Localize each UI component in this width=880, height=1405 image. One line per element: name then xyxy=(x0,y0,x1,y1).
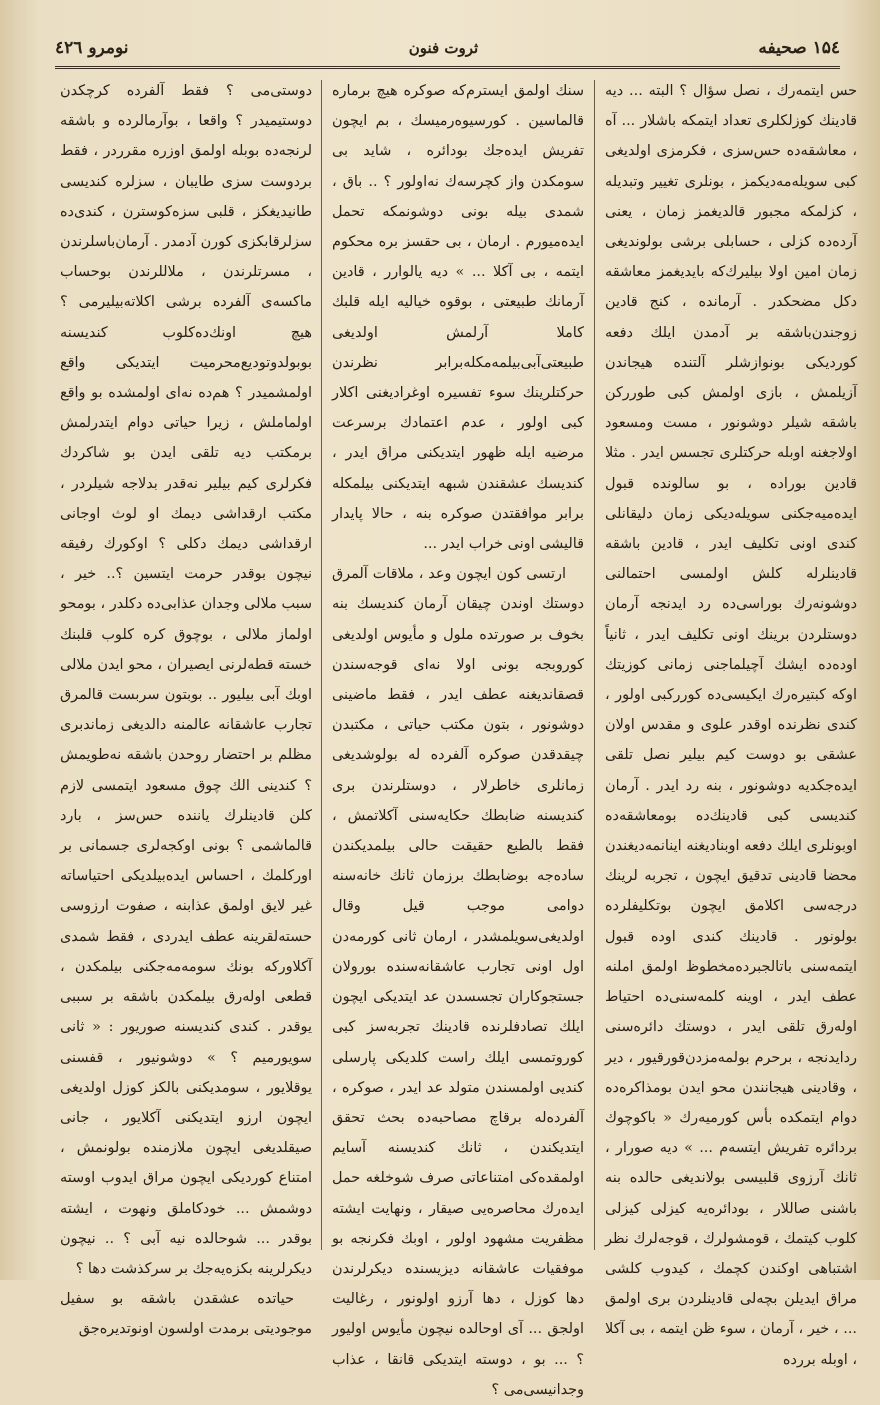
page-number: ۱۵٤ صحیفه xyxy=(758,38,840,58)
issue-number: نومرو ٤٢٦ xyxy=(55,38,129,58)
page-header xyxy=(55,30,840,69)
paragraph: حیاتده عشقدن باشقه بو سفیل موجودیتی برمدت اولسون اونوتدیره‌جق xyxy=(60,1291,312,1338)
text-column-middle xyxy=(332,76,584,1398)
paragraph: دوستی‌می ؟ فقط آلفرده كرچكدن دوستیمیدر ؟ واقعا ، بوآرمالرده و باشقه‌ لرنجه‌ده بوبله اولمق اوزره مقرردر ، فقط بردوست سزی طایبان ، سزلره كندیسی طانیدیغكز ، قلبی سزه‌كوسترن ، كندی‌ده سزلرقابكزی كورن آدمدر . آرمان‌باسلرندن ، مسرتلرندن ، ملاللرندن بوحساب ماكسه‌ی آلفرده‌ برشی اكلاته‌بیلیرمی ؟ هیچ اونك‌ده‌كلوب كندیسنه بوبولدوتودیع‌محرمیت ایتدیكی واقع اولمشمیدر ؟ هم‌ده نه‌ای اولمشده بو واقع اولماملش ، زیرا حیاتی دوام ایتدرلمش برمكتب دیه تلقی ایدن بو شاكردك فكرلری كیم بیلیر نه‌قدر بدلاجه شیلردر ، مكتب ارقداشی دیمك او لوث اوجانی ارقداشی دیمك دكلی ؟ اوكورك رفیقه نیچون بوقدر حرمت ایتسین ؟.. خیر ، سبب ملالی وجدان عذابی‌ده دكلدر ، بومحو اولماز ملالی ، بوچوق كره‌ كلوب قلبنك خسته قطه‌لرنی ایصیران ، محو ایدن ملالی اوبك آبی بیلیور .. بوبتون سربست قالمرق تجارب عاشقانه عالمنه دالدیغی زماندبری مظلم بر احتضار روحدن باشقه نه‌طویمش ؟ كندینی الك چوق مسعود ایتمسی لازم كلن قادینلرك یاننده حس‌سز ، بارد قالماشمی ؟ بونی اوكجه‌لری جسمانی بر اوركلمك ، احساس ایده‌بیلدیكی احتیاساته غیر لایق اولمق عذابنه ، صفوت ارزوسی حسته‌لقرینه عطف ایدردی ، فقط شمدی آكلاوركه بونك سومه‌مه‌جكنی بیلمكدن ، قطعی اوله‌رق بیلمكدن باشقه بر سببی یوقدر . كندی كندیسنه صوریور : « ثانی سویورمیم ؟ » دوشونیور ، قفسنی یوقلایور ، سومدیكنی بالكز كوزل اولدیغی ایچون ارزو ایتدیكنی آكلایور ، جانی صیقلدیغی ایچون ملازمنده بولونمش ، امتناع كوردیكی ایچون مراق ایدوب اوسته دوشمش ... خودكاملق ونهوت ، ایشته بوقدر ... شوحالده نیه آبی ؟ .. نیچون دیكرلرینه بكزه‌یه‌جك بر سركذشت دها ؟ xyxy=(60,83,312,1277)
paragraph: سنك اولمق ایسترم‌كه صوكره هیچ برماره قالماسین . كورسیوه‌رمیسك ، بم ایچون تفریش ایده‌جك بودائره ، شاید بی سومكدن واز كچرسه‌ك نه‌اولور ؟ .. باق ، شمدی بیله بونی دوشونمكه تحمل ایده‌میورم . ارمان ، بی حقسز بره محكوم ایتمه ، بی آكلا ... » دیه یالوارر ، قادین آرمانك طبیعتی ، بوقوه خیالیه ایله قلبك كاملا آرلمش اولدیغی طبیعتی‌آبی‌بیلمه‌مكله‌برابر نظرندن حركتلرینك سوء تفسیره اوغرادیغنی اكلار كبی اولور ، عدم اعتمادك برسرعت مرضیه ایله ظهور ایتدیكنی مراق ایدر ، كندیسك عشقندن شبهه ایتدیكنی بیلمكله برابر موافقتدن صوكره بنه ، حالا پایدار قالیشی اونی خراب ایدر ... xyxy=(332,83,584,553)
text-column-right xyxy=(605,76,857,1368)
journal-title: ثروت فنون xyxy=(408,39,479,57)
column-divider xyxy=(594,80,595,1250)
column-divider xyxy=(321,80,322,1250)
paragraph: ارتسی كون ایچون وعد ، ملاقات آلمرق دوستك اوندن چیقان آرمان كندیسك بنه بخوف بر صورتده ملول و مأیوس اولدیغی كوروبجه بونی اولا نه‌ای قوجه‌سندن قصقاندیغنه عطف ایدر ، فقط ماضینی دوشونور ، بتون مكتب حیاتی ، مكتبدن چیقدقدن صوكره آلفرده‌ له بولوشدیغی زمانلری خاطرلار ، دوستلرندن بری كندیسنه ضابطك حكایه‌سنی آكلاتمش ، فقط بالطبع حقیقت حالی بیلمدیكندن ساده‌جه بوضابطك برزمان ثانك خانه‌سنه دوامی موجب قیل وقال اولدیغی‌سویلمشدر ، ارمان ثانی كورمه‌دن اول اونی تجارب عاشقانه‌سنده بورولان جستجوكاران تجسسدن عد ایتدیكی ایچون ایلك تصادفلرنده قادینك تجربه‌سز كبی كوروتمسی ایلك راست كلدیكی پارسلی كندیی اولمسندن متولد عد ایدر ، صوكره ، آلفرده‌له برقاچ مصاحبه‌ده بحث تحقق ایتدیكندن ، ثانك كندیسنه آسایم اولمقده‌كی امتناعاتی صرف شوخلغه حمل ایده‌رك محاصره‌یی صیقار ، ونهایت ایشته مظفریت مشهود اولور ، اوبك فكرنجه بو موفقیات عاشقانه دیزیسنده دیكرلرندن دها كوزل ، دها آرزو اولونور ، رغالیت اولجق ... آی اوحالده نیچون مأیوس اولیور ؟ ... بو ، دوسته ایتدیكی قانقا ، عذاب وجدانیسی‌می ؟ xyxy=(332,566,584,1398)
paragraph: حس ایتمه‌رك ، نصل سؤال ؟ البته ... دیه قادینك كوزلكلری تعداد ایتمكه باشلار ... آه ، معاشقه‌ده حس‌سزی ، فكرمزی اولدیغی كبی سویله‌مه‌دیكمز ، بونلری تغییر وتبدیله ، كزلمكه مجبور قالدیغمز زمان ، یعنی آرده‌ده كزلی ، حسابلی برشی بولوندیغی زمان امین اولا بیلیرك‌که بایدیغمز معاشقه دكل مضحكدر . آرمانده ، كنج قادین زوجندن‌باشقه بر آدمدن ایلك دفعه كوردیكی بونوازشلر آلتنده هیجاندن آزیلمش ، بازی اولمش كبی طورركن باشقه شیلر دوشونور ، مست ومسعود اولاجغنه اوبله حركتلری تجسس ایدر . مثلا قادین بوراده ، بو سالونده قبول ایده‌میه‌جكنی سویله‌دیكی زمان دلیقانلی كندی اونی تكلیف ایدر ، قادین باشقه قادینلرله كلش اولمسی احتمالنی دوشونه‌رك بورا‌سی‌ده رد ایدنجه آرمان دوستلردن برینك اونی تكلیف ایدر ، ثانیاً اوده‌ده ایشك آچیلماجنی زمانی كوزیتك اوكه كبتیره‌رك ایكیسی‌ده كوررکبی اولور ، كندی نظرنده اوقدر علوی و مقدس اولان عشقی بو دوست كیم بیلیر نصل تلقی ایده‌جكدیه دوشونور ، بنه رد ایدر . آرمان كندیسی كبی قادینك‌ده بومعاشقه‌ده اوبونلری ایلك دفعه اوبنادیغنه اینانمه‌دیغندن محضا قادینی تدقیق ایچون ، تجربه لرینك درجه‌سی اكلامق ایچون بوتكلیفلرده بولونور . قادینك كندی اوده قبول ایتمه‌سنی باتالجبرده‌مخطوظ اولمق املنه عطف ایدر ، اوینه كلمه‌سنی‌ده احتیاط اوله‌رق تلقی ایدر ، دوستك دائره‌سنی ردایدنجه ، برحرم بولمه‌مزدن‌قورقیور ، دیر ، وقادینی هیجانندن محو ایدن بومذاكره‌ده دوام ایتمكده بأس كورمیه‌رك « باكوچوك بردائره تفریش ایتسه‌م ... » دیه صورار ، ثانك آرزوی قلبیسی بولاندیغی حالده بنه باشنی صاللار ، بودائره‌یه كیزلی كیزلی كلوب كیتمك ، قومشولرك ، قوجه‌لرك نظر اشتباهی اوكندن كچمك ، كیدوب كلشی مراق ایدیلن بچه‌لی قادینلردن بری اولمق ... ، خیر ، آرمان ، سوء ظن ایتمه ، بی آكلا ، اوبله بررده xyxy=(605,83,857,1368)
text-column-left xyxy=(60,76,312,1338)
